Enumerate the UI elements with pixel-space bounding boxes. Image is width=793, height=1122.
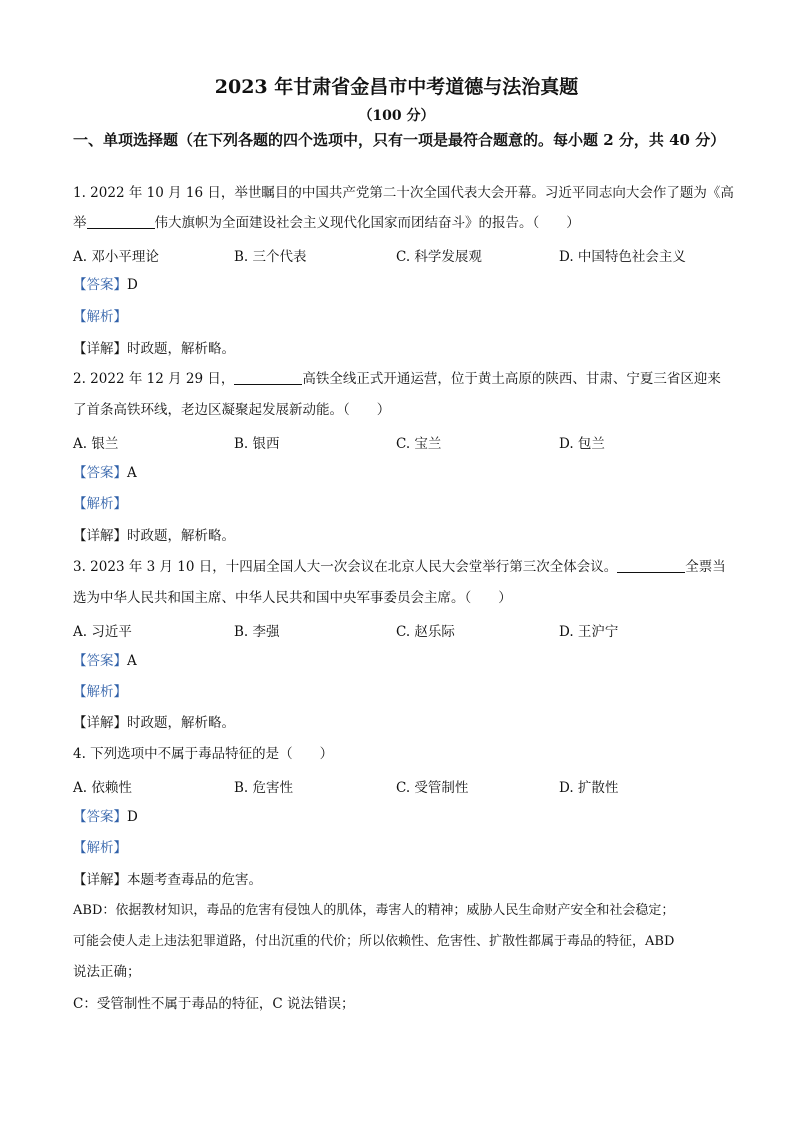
question-2-detail	[73, 526, 723, 546]
question-3-stem-line-2: 选为中华人民共和国主席、中华人民共和国中央军事委员会主席。（ ）	[73, 590, 512, 606]
section-heading: 一、单项选择题（在下列各题的四个选项中，只有一项是最符合题意的。每小题 2 分，共 40 分）	[73, 131, 726, 149]
answer-label: 【答案】	[73, 277, 127, 293]
question-4-detail	[73, 870, 723, 890]
question-2-analysis	[73, 494, 723, 514]
analysis-label: 【解析】	[73, 496, 127, 512]
question-1-stem-line-1: 1. 2022 年 10 月 16 日，举世瞩目的中国共产党第二十次全国代表大会开幕。习近平同志向大会作了题为《高	[73, 185, 734, 201]
fill-blank	[234, 370, 302, 385]
question-4-stem-line-1: 4. 下列选项中不属于毒品特征的是（ ）	[73, 746, 334, 762]
option-b: B. 危害性	[234, 780, 294, 796]
answer-value: D	[127, 277, 138, 293]
option-c: C. 科学发展观	[396, 249, 482, 265]
page-title: 2023 年甘肃省金昌市中考道德与法治真题	[214, 76, 579, 98]
detail-text: 时政题，解析略。	[127, 528, 235, 544]
stem-text: 2. 2022 年 12 月 29 日，	[73, 371, 235, 387]
stem-text: 高铁全线正式开通运营，位于黄土高原的陕西、甘肃、宁夏三省区迎来	[302, 371, 721, 387]
question-1-options	[73, 245, 723, 265]
question-3-options	[73, 620, 723, 640]
question-1-stem-line-2	[73, 213, 723, 233]
answer-value: A	[127, 653, 137, 669]
total-score: （100 分）	[358, 108, 435, 124]
option-c: C. 受管制性	[396, 780, 469, 796]
fill-blank	[87, 214, 155, 229]
question-4-options	[73, 776, 723, 796]
option-c: C. 赵乐际	[396, 624, 455, 640]
detail-text: 本题考查毒品的危害。	[127, 872, 262, 888]
question-4-explain-line-1: ABD：依据教材知识，毒品的危害有侵蚀人的肌体，毒害人的精神；威胁人民生命财产安全和社会稳定；	[73, 903, 675, 918]
question-4-explain-line-2: 可能会使人走上违法犯罪道路，付出沉重的代价；所以依赖性、危害性、扩散性都属于毒品的特征，ABD	[73, 934, 675, 949]
option-b: B. 李强	[234, 624, 280, 640]
option-d: D. 中国特色社会主义	[559, 249, 686, 265]
question-1-analysis	[73, 307, 723, 327]
stem-text: 举	[73, 215, 87, 231]
answer-label: 【答案】	[73, 653, 127, 669]
stem-text: 伟大旗帜为全面建设社会主义现代化国家而团结奋斗》的报告。（ ）	[154, 215, 580, 231]
stem-text: 全票当	[685, 559, 726, 575]
option-d: D. 扩散性	[559, 780, 619, 796]
question-4-analysis	[73, 838, 723, 858]
question-3-analysis	[73, 682, 723, 702]
question-2-options	[73, 432, 723, 452]
detail-label: 【详解】	[73, 872, 127, 888]
stem-text: 3. 2023 年 3 月 10 日，十四届全国人大一次会议在北京人民大会堂举行第三次全体会议。	[73, 559, 618, 575]
option-a: A. 依赖性	[73, 780, 132, 796]
question-4-explain-line-4: C：受管制性不属于毒品的特征，C 说法错误；	[73, 996, 355, 1012]
option-a: A. 习近平	[73, 624, 132, 640]
answer-label: 【答案】	[73, 809, 127, 825]
question-1-answer	[73, 275, 723, 295]
question-2-stem-line-1	[73, 369, 723, 389]
answer-value: A	[127, 465, 137, 481]
option-b: B. 银西	[234, 436, 280, 452]
question-4-explain-line-3: 说法正确；	[73, 964, 141, 980]
question-3-answer	[73, 651, 723, 671]
option-a: A. 邓小平理论	[73, 249, 159, 265]
analysis-label: 【解析】	[73, 840, 127, 856]
question-3-stem-line-1	[73, 557, 726, 577]
analysis-label: 【解析】	[73, 684, 127, 700]
detail-label: 【详解】	[73, 715, 127, 731]
detail-text: 时政题，解析略。	[127, 715, 235, 731]
option-b: B. 三个代表	[234, 249, 307, 265]
question-3-detail	[73, 713, 723, 733]
question-4-answer	[73, 807, 723, 827]
detail-label: 【详解】	[73, 341, 127, 357]
option-a: A. 银兰	[73, 436, 119, 452]
question-1-detail	[73, 339, 723, 359]
answer-value: D	[127, 809, 138, 825]
option-d: D. 王沪宁	[559, 624, 619, 640]
question-2-stem-line-2: 了首条高铁环线，老边区凝聚起发展新动能。（ ）	[73, 402, 391, 418]
detail-text: 时政题，解析略。	[127, 341, 235, 357]
option-c: C. 宝兰	[396, 436, 442, 452]
analysis-label: 【解析】	[73, 309, 127, 325]
fill-blank	[617, 558, 685, 573]
answer-label: 【答案】	[73, 465, 127, 481]
detail-label: 【详解】	[73, 528, 127, 544]
option-d: D. 包兰	[559, 436, 605, 452]
question-2-answer	[73, 463, 723, 483]
